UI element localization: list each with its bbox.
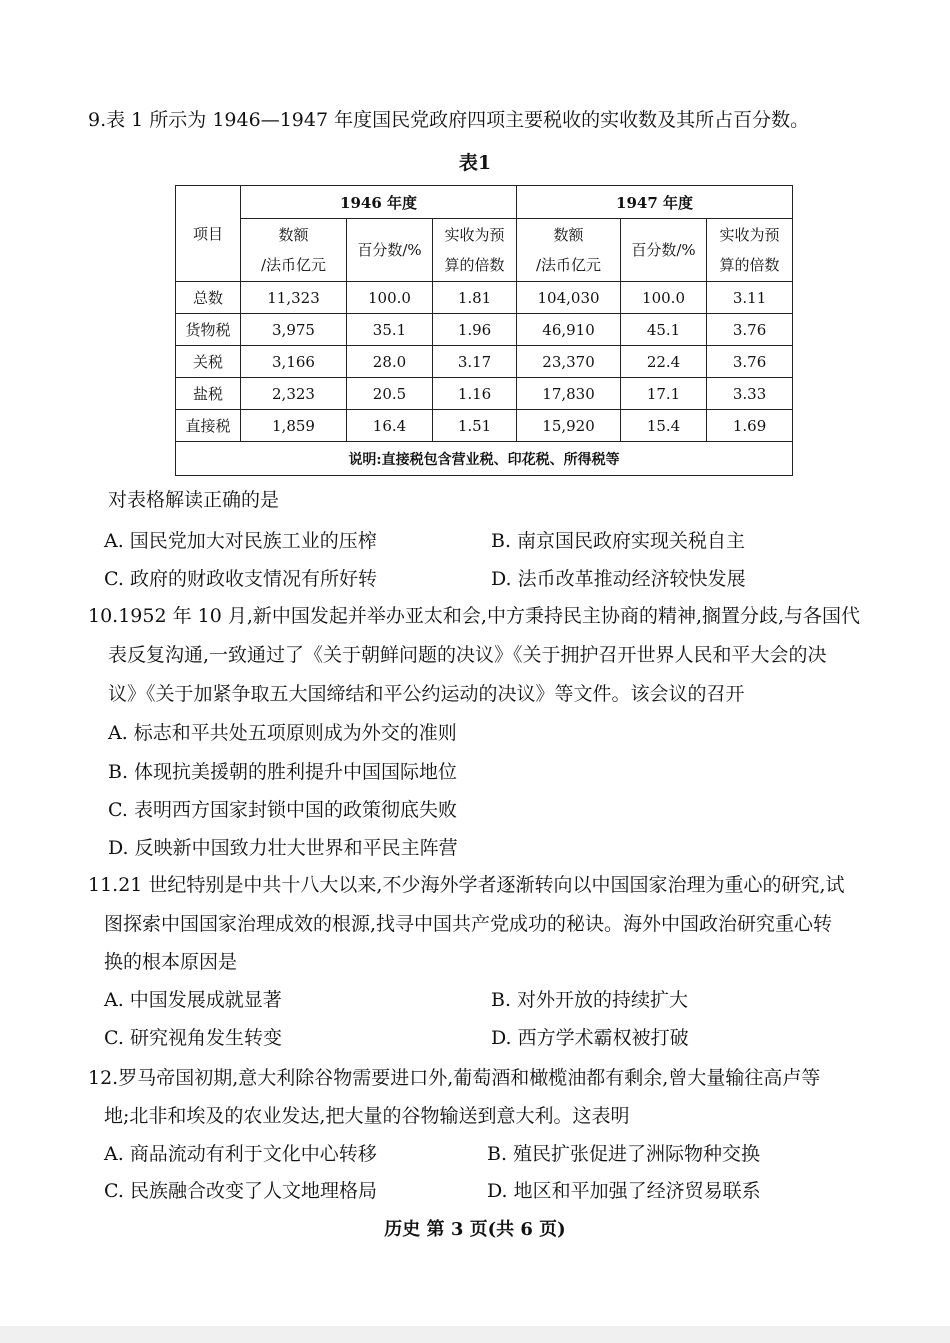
cell: 3.76 <box>707 346 793 378</box>
cell: 100.0 <box>621 282 707 314</box>
q12-option-c[interactable]: C. 民族融合改变了人文地理格局 <box>104 1180 377 1202</box>
cell: 3,975 <box>241 314 347 346</box>
year2-header: 1947 年度 <box>517 186 793 219</box>
q12-option-d[interactable]: D. 地区和平加强了经济贸易联系 <box>487 1180 761 1202</box>
tax-table <box>175 185 793 476</box>
cell: 3.17 <box>433 346 517 378</box>
cell: 1.81 <box>433 282 517 314</box>
q11-option-b[interactable]: B. 对外开放的持续扩大 <box>491 989 689 1011</box>
cell: 35.1 <box>347 314 433 346</box>
table-caption: 表1 <box>458 152 492 174</box>
cell: 1.96 <box>433 314 517 346</box>
item-header: 项目 <box>176 186 241 282</box>
table-row <box>176 346 793 378</box>
cell: 3.76 <box>707 314 793 346</box>
q9-option-b[interactable]: B. 南京国民政府实现关税自主 <box>491 530 746 552</box>
row-label: 盐税 <box>176 378 241 410</box>
cell: 1.51 <box>433 410 517 442</box>
cell: 15,920 <box>517 410 621 442</box>
cell: 16.4 <box>347 410 433 442</box>
q9-option-d[interactable]: D. 法币改革推动经济较快发展 <box>491 568 746 590</box>
table-row <box>176 282 793 314</box>
cell: 45.1 <box>621 314 707 346</box>
cell: 3.11 <box>707 282 793 314</box>
q11-option-a[interactable]: A. 中国发展成就显著 <box>104 989 282 1011</box>
ratio-header-1946: 实收为预 算的倍数 <box>433 219 517 282</box>
table-row <box>176 314 793 346</box>
row-label: 货物税 <box>176 314 241 346</box>
q10-option-c[interactable]: C. 表明西方国家封锁中国的政策彻底失败 <box>108 799 457 821</box>
q10-stem-line2: 表反复沟通,一致通过了《关于朝鲜问题的决议》《关于拥护召开世界人民和平大会的决 <box>108 644 827 666</box>
q11-option-d[interactable]: D. 西方学术霸权被打破 <box>491 1027 689 1049</box>
percent-header-1946: 百分数/% <box>347 219 433 282</box>
cell: 3,166 <box>241 346 347 378</box>
cell: 2,323 <box>241 378 347 410</box>
cell: 46,910 <box>517 314 621 346</box>
row-label: 总数 <box>176 282 241 314</box>
cell: 22.4 <box>621 346 707 378</box>
q9-question: 对表格解读正确的是 <box>108 489 280 511</box>
cell: 3.33 <box>707 378 793 410</box>
q9-stem: 9.表 1 所示为 1946—1947 年度国民党政府四项主要税收的实收数及其所占百分数。 <box>88 109 810 131</box>
cell: 28.0 <box>347 346 433 378</box>
q10-stem-line3: 议》《关于加紧争取五大国缔结和平公约运动的决议》等文件。该会议的召开 <box>108 683 745 705</box>
row-label: 直接税 <box>176 410 241 442</box>
percent-header-1947: 百分数/% <box>621 219 707 282</box>
page-footer: 历史 第 3 页(共 6 页) <box>384 1219 566 1240</box>
q11-stem-line2: 图探索中国国家治理成效的根源,找寻中国共产党成功的秘诀。海外中国政治研究重心转 <box>104 913 833 935</box>
cell: 1.16 <box>433 378 517 410</box>
q11-stem-line1: 11.21 世纪特别是中共十八大以来,不少海外学者逐渐转向以中国国家治理为重心的研究,试 <box>88 874 845 896</box>
amount-header-1946: 数额 /法币亿元 <box>241 219 347 282</box>
cell: 23,370 <box>517 346 621 378</box>
cell: 20.5 <box>347 378 433 410</box>
q9-option-c[interactable]: C. 政府的财政收支情况有所好转 <box>104 568 377 590</box>
q11-option-c[interactable]: C. 研究视角发生转变 <box>104 1027 282 1049</box>
q10-option-b[interactable]: B. 体现抗美援朝的胜利提升中国国际地位 <box>108 761 458 783</box>
q12-stem-line1: 12.罗马帝国初期,意大利除谷物需要进口外,葡萄酒和橄榄油都有剩余,曾大量输往高卢等 <box>88 1067 821 1089</box>
q10-option-a[interactable]: A. 标志和平共处五项原则成为外交的准则 <box>108 722 457 744</box>
q11-stem-line3: 换的根本原因是 <box>104 951 238 973</box>
table-row <box>176 378 793 410</box>
cell: 1.69 <box>707 410 793 442</box>
cell: 104,030 <box>517 282 621 314</box>
row-label: 关税 <box>176 346 241 378</box>
cell: 1,859 <box>241 410 347 442</box>
table-note: 说明:直接税包含营业税、印花税、所得税等 <box>176 442 793 476</box>
q10-option-d[interactable]: D. 反映新中国致力壮大世界和平民主阵营 <box>108 837 458 859</box>
cell: 17,830 <box>517 378 621 410</box>
table-row <box>176 410 793 442</box>
scan-edge <box>0 1326 950 1343</box>
cell: 100.0 <box>347 282 433 314</box>
q12-stem-line2: 地;北非和埃及的农业发达,把大量的谷物输送到意大利。这表明 <box>104 1105 630 1127</box>
q12-option-a[interactable]: A. 商品流动有利于文化中心转移 <box>104 1143 377 1165</box>
cell: 11,323 <box>241 282 347 314</box>
year1-header: 1946 年度 <box>241 186 517 219</box>
q10-stem-line1: 10.1952 年 10 月,新中国发起并举办亚太和会,中方秉持民主协商的精神,搁置分歧,与各国代 <box>88 605 861 627</box>
cell: 17.1 <box>621 378 707 410</box>
ratio-header-1947: 实收为预 算的倍数 <box>707 219 793 282</box>
cell: 15.4 <box>621 410 707 442</box>
q9-option-a[interactable]: A. 国民党加大对民族工业的压榨 <box>104 530 377 552</box>
amount-header-1947: 数额 /法币亿元 <box>517 219 621 282</box>
q12-option-b[interactable]: B. 殖民扩张促进了洲际物种交换 <box>487 1143 761 1165</box>
